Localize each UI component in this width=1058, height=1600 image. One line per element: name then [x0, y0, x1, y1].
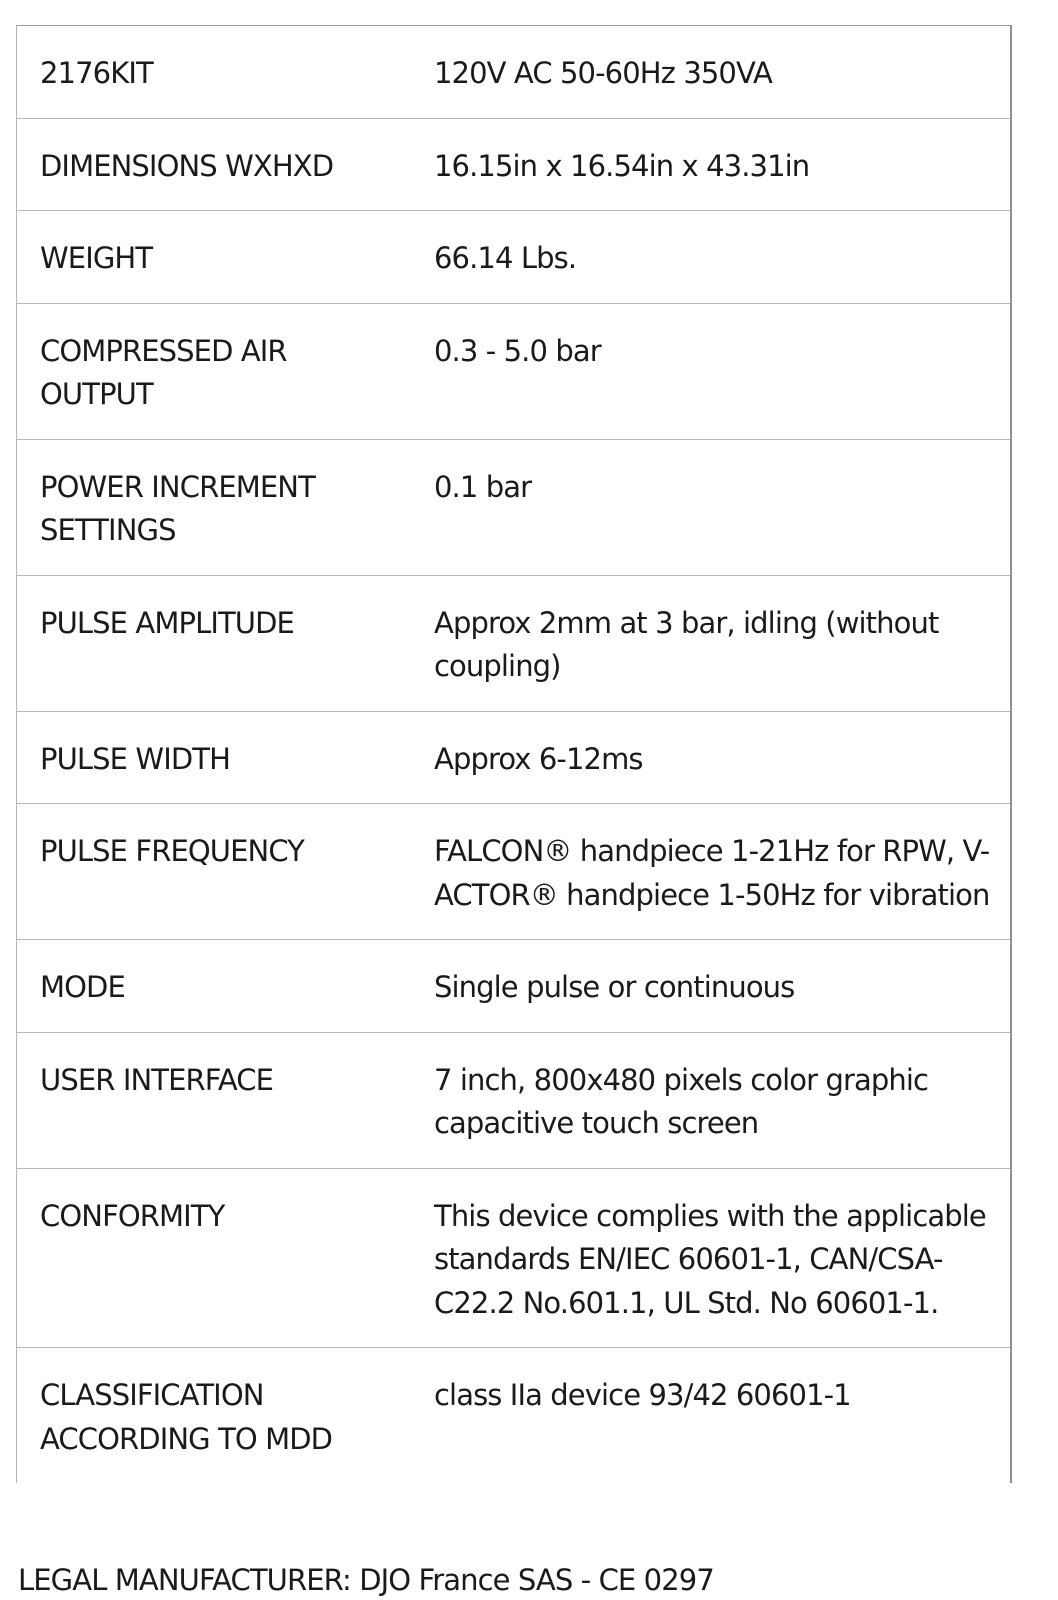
- spec-value: This device complies with the applicable standards EN/IEC 60601-1, CAN/CSA-C22.2 No.601.1, UL Std. No 60601-1.: [411, 1168, 1011, 1348]
- spec-value: 66.14 Lbs.: [411, 211, 1011, 304]
- legal-manufacturer-text: LEGAL MANUFACTURER: DJO France SAS - CE 0297: [18, 1563, 714, 1597]
- spec-row: [17, 1348, 1012, 1484]
- spec-value: 0.3 - 5.0 bar: [411, 303, 1011, 439]
- spec-value: 16.15in x 16.54in x 43.31in: [411, 118, 1011, 211]
- spec-label: PULSE AMPLITUDE: [17, 575, 412, 711]
- spec-row: [17, 940, 1012, 1033]
- spec-value: class IIa device 93/42 60601-1: [434, 1378, 851, 1412]
- spec-row: [17, 1168, 1012, 1348]
- spec-label: CONFORMITY: [17, 1168, 412, 1348]
- spec-row: [17, 439, 1012, 575]
- spec-label: WEIGHT: [17, 211, 412, 304]
- spec-value: Approx 6-12ms: [411, 711, 1011, 804]
- spec-value: Single pulse or continuous: [411, 940, 1011, 1033]
- spec-row: [17, 1032, 1012, 1168]
- spec-label: USER INTERFACE: [17, 1032, 412, 1168]
- spec-label: POWER INCREMENT SETTINGS: [17, 439, 412, 575]
- spec-label: MODE: [17, 940, 412, 1033]
- spec-row: [17, 118, 1012, 211]
- spec-label: CLASSIFICATION ACCORDING TO MDD: [40, 1378, 333, 1456]
- spec-value: 120V AC 50-60Hz 350VA: [411, 26, 1011, 119]
- spec-value: FALCON® handpiece 1-21Hz for RPW, V-ACTOR® handpiece 1-50Hz for vibration: [411, 804, 1011, 940]
- spec-label: COMPRESSED AIR OUTPUT: [17, 303, 412, 439]
- specifications-table: [16, 25, 1012, 1483]
- spec-row: [17, 303, 1012, 439]
- spec-label: PULSE FREQUENCY: [17, 804, 412, 940]
- spec-value: 0.1 bar: [411, 439, 1011, 575]
- spec-row: [17, 711, 1012, 804]
- spec-label: PULSE WIDTH: [17, 711, 412, 804]
- spec-row: [17, 26, 1012, 119]
- spec-value: Approx 2mm at 3 bar, idling (without coupling): [411, 575, 1011, 711]
- spec-label: DIMENSIONS WXHXD: [17, 118, 412, 211]
- spec-row: [17, 575, 1012, 711]
- spec-row: [17, 804, 1012, 940]
- spec-value: 7 inch, 800x480 pixels color graphic capacitive touch screen: [411, 1032, 1011, 1168]
- spec-label: 2176KIT: [17, 26, 412, 119]
- spec-row: [17, 211, 1012, 304]
